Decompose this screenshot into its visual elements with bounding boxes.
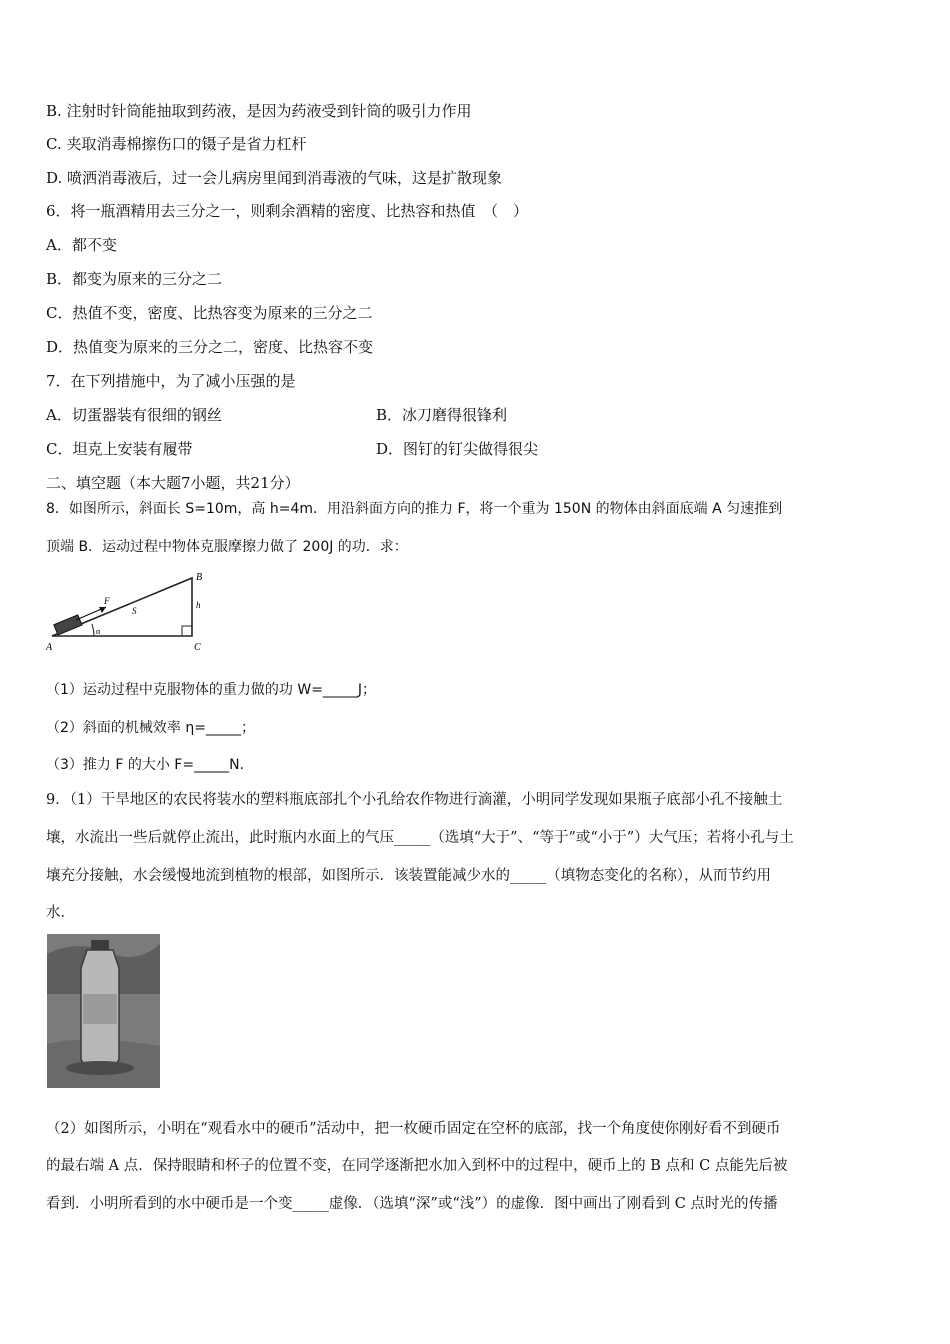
q6-option-b: B．都变为原来的三分之二 — [46, 270, 223, 288]
q5-option-d: D. 喷洒消毒液后，过一会儿病房里闻到消毒液的气味，这是扩散现象 — [46, 169, 503, 187]
figure-label-f: F — [104, 596, 110, 606]
bottle-photo — [47, 934, 160, 1088]
figure-label-b: B — [196, 572, 203, 583]
q6-option-a: A．都不变 — [46, 236, 117, 254]
figure-label-h: h — [196, 600, 201, 610]
q9-line1: 9．（1）干旱地区的农民将装水的塑料瓶底部扎个小孔给农作物进行滴灌，小明同学发现如果瓶子底部小孔不接触土 — [46, 792, 783, 808]
figure-label-c: C — [194, 642, 201, 653]
q8-part3: （3）推力 F 的大小 F=_____N． — [46, 757, 254, 773]
figure-label-a: A — [46, 642, 53, 653]
q7-option-b: B．冰刀磨得很锋利 — [376, 406, 508, 424]
q9-part2-line1: （2）如图所示，小明在“观看水中的硬币”活动中，把一枚硬币固定在空杯的底部，找一个角度使你刚好看不到硬币 — [46, 1121, 781, 1137]
q7-option-a: A．切蛋器装有很细的钢丝 — [46, 406, 222, 424]
q9-part2-line2: 的最右端 A 点．保持眼睛和杯子的位置不变，在同学逐渐把水加入到杯中的过程中，硬币上的 B 点和 C 点能先后被 — [46, 1158, 788, 1174]
q6-option-c: C．热值不变，密度、比热容变为原来的三分之二 — [46, 304, 373, 322]
q6-option-d: D．热值变为原来的三分之二，密度、比热容不变 — [46, 338, 374, 356]
q8-part2: （2）斜面的机械效率 η=_____； — [46, 720, 255, 736]
q9-part2-line3: 看到．小明所看到的水中硬币是一个变_____虚像．（选填“深”或“浅”）的虚像．图中画出了刚看到 C 点时光的传播 — [46, 1196, 778, 1212]
q7-option-c: C．坦克上安装有履带 — [46, 440, 193, 458]
q9-line4: 水． — [46, 905, 75, 921]
q6-stem: 6．将一瓶酒精用去三分之一，则剩余酒精的密度、比热容和热值 （ ） — [46, 202, 529, 220]
figure-label-s: S — [132, 606, 137, 616]
q8-stem-line2: 顶端 B．运动过程中物体克服摩擦力做了 200J 的功．求： — [46, 539, 408, 555]
q9-line2: 壤，水流出一些后就停止流出，此时瓶内水面上的气压_____（选填“大于”、“等于”或“小于”）大气压；若将小孔与土 — [46, 830, 794, 846]
q9-line3: 壤充分接触，水会缓慢地流到植物的根部，如图所示．该装置能减少水的_____（填物态变化的名称），从而节约用 — [46, 868, 771, 884]
q5-option-c: C. 夹取消毒棉擦伤口的镊子是省力杠杆 — [46, 135, 307, 153]
section-heading: 二、填空题（本大题7小题，共21分） — [46, 474, 300, 492]
q5-option-b: B. 注射时针筒能抽取到药液，是因为药液受到针筒的吸引力作用 — [46, 102, 472, 120]
incline-figure — [44, 570, 214, 654]
q7-stem: 7．在下列措施中，为了减小压强的是 — [46, 372, 296, 390]
q7-option-d: D．图钉的钉尖做得很尖 — [376, 440, 539, 458]
q8-part1: （1）运动过程中克服物体的重力做的功 W=_____J； — [46, 682, 377, 698]
q8-stem-line1: 8．如图所示，斜面长 S=10m，高 h=4m．用沿斜面方向的推力 F，将一个重为 150N 的物体由斜面底端 A 匀速推到 — [46, 501, 783, 517]
figure-label-alpha: α — [96, 627, 101, 636]
